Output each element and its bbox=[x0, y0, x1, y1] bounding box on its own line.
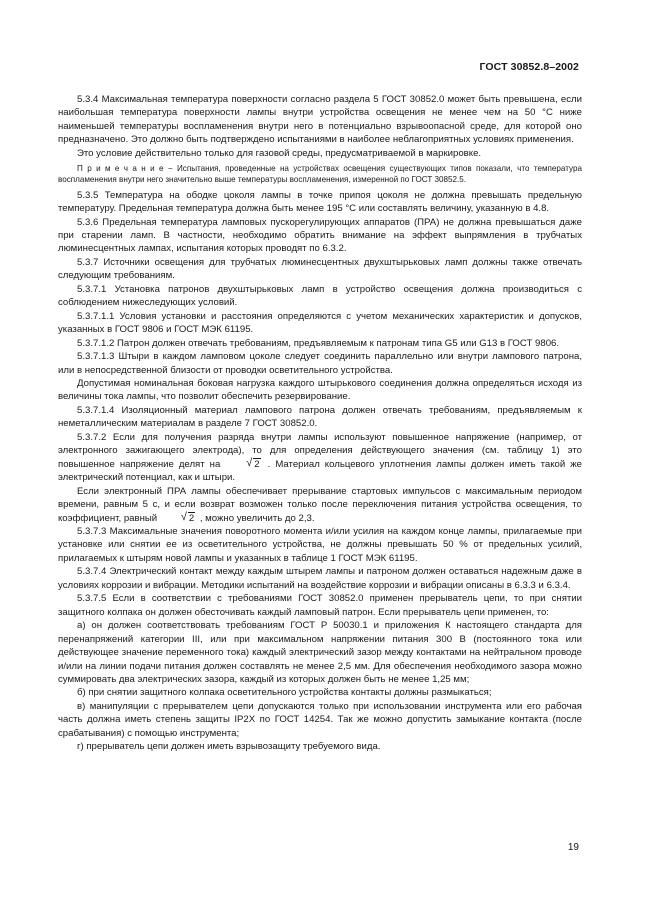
paragraph-electronic-ballast bbox=[58, 485, 582, 525]
paragraph-5-3-7-3: 5.3.7.3 Максимальные значения поворотного момента и/или усилия на каждом конце лампы, прилагаемые при установке или снятии ее из осветительного устройства, не должны превышать 50 % от предельных усилий, прилагаемых к штырям новой лампы и указанных в таблице 1 ГОСТ МЭК 61195. bbox=[58, 526, 582, 564]
paragraph-5-3-5: 5.3.5 Температура на ободке цоколя лампы в точке припоя цоколя не должна превышать предельную температуру. Предельная температура должна быть менее 195 °С или составлять величину, указанную в 4.8. bbox=[58, 189, 582, 215]
paragraph-5-3-7-2 bbox=[58, 431, 582, 485]
document-id-header: ГОСТ 30852.8–2002 bbox=[479, 61, 579, 73]
list-item-a: а) он должен соответствовать требованиям ГОСТ Р 50030.1 и приложения К настоящего стандарта для перенапряжений категории III, или при максимальном напряжении питания 300 В (постоянного тока или действующее значение переменного тока) каждый электрический зазор между контактами на нейтральном проводе и/или на линии подачи питания должен составлять не менее 2,5 мм. Для обеспечения необходимого зазора можно суммировать два электрических зазора, каждый из которых должен быть не менее 1,25 мм; bbox=[58, 620, 582, 685]
paragraph-5-3-7: 5.3.7 Источники освещения для трубчатых люминесцентных двухштырьковых ламп должны также отвечать следующим требованиям. bbox=[58, 256, 582, 282]
list-item-g: г) прерыватель цепи должен иметь взрывозащиту требуемого вида. bbox=[77, 741, 381, 753]
text-segment: . Материал кольцевого уплотнения лампы должен иметь такой же электрический потенциал, как и штыри. bbox=[58, 458, 582, 484]
note-paragraph bbox=[58, 163, 582, 185]
text-segment: 5.3.7.2 Если для получения разряда внутри лампы используют повышенное напряжение (например, от электронного зажигающего электрода), то для определения действующего значения (см. таблицу 1) это повышенное напряжение делят на bbox=[58, 431, 582, 470]
square-root-symbol bbox=[162, 512, 195, 525]
paragraph-5-3-6: 5.3.6 Предельная температура ламповых пускорегулирующих аппаратов (ПРА) не должна превышаться даже при старении ламп. В частности, необходимо обратить внимание на эффект выпрямления в трубчатых люминесцентных лампах, испытания которых проводят по 6.3.2. bbox=[58, 216, 582, 255]
paragraph-5-3-7-1-1: 5.3.7.1.1 Условия установки и расстояния определяются с учетом механических характеристик и допусков, указанных в ГОСТ 9806 и ГОСТ МЭК 61195. bbox=[58, 310, 582, 336]
paragraph-gas-condition: Это условие действительно только для газовой среды, предусматриваемой в маркировке. bbox=[77, 147, 482, 159]
radicand: 2 bbox=[254, 458, 260, 470]
paragraph-5-3-7-1: 5.3.7.1 Установка патронов двухштырьковых ламп в устройство освещения должна производиться с соблюдением нижеследующих условий. bbox=[58, 283, 582, 309]
list-item-b: б) при снятии защитного колпака осветительного устройства контакты должны размыкаться; bbox=[77, 687, 492, 699]
paragraph-5-3-4: 5.3.4 Максимальная температура поверхности согласно раздела 5 ГОСТ 30852.0 может быть превышена, если наибольшая температура поверхности лампы внутри устройства освещения не менее чем на 50 °С ниже наименьшей температуры воспламенения внутри него в потенциально взрывоопасной среде, для которой оно предназначено. Это должно быть подтверждено испытаниями в наиболее неблагоприятных условиях применения. bbox=[58, 94, 582, 146]
text-segment: Если электронный ПРА лампы обеспечивает прерывание стартовых импульсов с максимальным периодом времени, равным 5 с, и если возврат возможен только после переключения питания устройства освещения, то коэффициент, равный bbox=[58, 485, 582, 524]
note-text: − Испытания, проведенные на устройствах освещения существующих типов показали, что температура воспламенения внутри него значительно выше температуры воспламенения, измеренной по ГОСТ 30852.5. bbox=[58, 164, 582, 185]
radicand: 2 bbox=[188, 512, 195, 524]
paragraph-5-3-7-1-2: 5.3.7.1.2 Патрон должен отвечать требованиям, предъявляемым к патронам типа G5 или G13 в ГОСТ 9806. bbox=[77, 337, 560, 349]
paragraph-5-3-7-4: 5.3.7.4 Электрический контакт между каждым штырем лампы и патроном должен оставаться надежным даже в условиях коррозии и вибрации. Методики испытаний на воздействие коррозии и вибрации описаны в 6.3.3 и 6.3.4. bbox=[58, 566, 582, 591]
document-body bbox=[58, 93, 582, 754]
page-number: 19 bbox=[567, 842, 579, 853]
note-label: П р и м е ч а н и е bbox=[77, 164, 164, 174]
paragraph-5-3-7-1-4: 5.3.7.1.4 Изоляционный материал лампового патрона должен отвечать требованиям, предъявляемым к неметаллическим материалам в разделе 7 ГОСТ 30852.0. bbox=[58, 404, 582, 430]
list-item-v: в) манипуляции с прерывателем цепи допускаются только при использовании инструмента или его рабочая часть должна иметь степень защиты IP2X по ГОСТ 14254. Так же можно допустить замыкание контакта (после срабатывания) с помощью инструмента; bbox=[58, 700, 582, 739]
paragraph-side-load: Допустимая номинальная боковая нагрузка каждого штырькового соединения должна определяться исходя из величины тока лампы, что позволит обеспечить резервирование. bbox=[58, 378, 582, 403]
paragraph-5-3-7-1-3: 5.3.7.1.3 Штыри в каждом ламповом цоколе следует соединить параллельно или внутри лампового патрона, или в непосредственной близости от проводки осветительного устройства. bbox=[58, 351, 582, 376]
square-root-symbol bbox=[227, 458, 260, 471]
paragraph-5-3-7-5: 5.3.7.5 Если в соответствии с требованиями ГОСТ 30852.0 применен прерыватель цепи, то при снятии защитного колпака он должен обесточивать каждый ламповый патрон. Если прерыватель цепи применен, то: bbox=[58, 593, 582, 618]
text-segment: , можно увеличить до 2,3. bbox=[197, 512, 315, 524]
